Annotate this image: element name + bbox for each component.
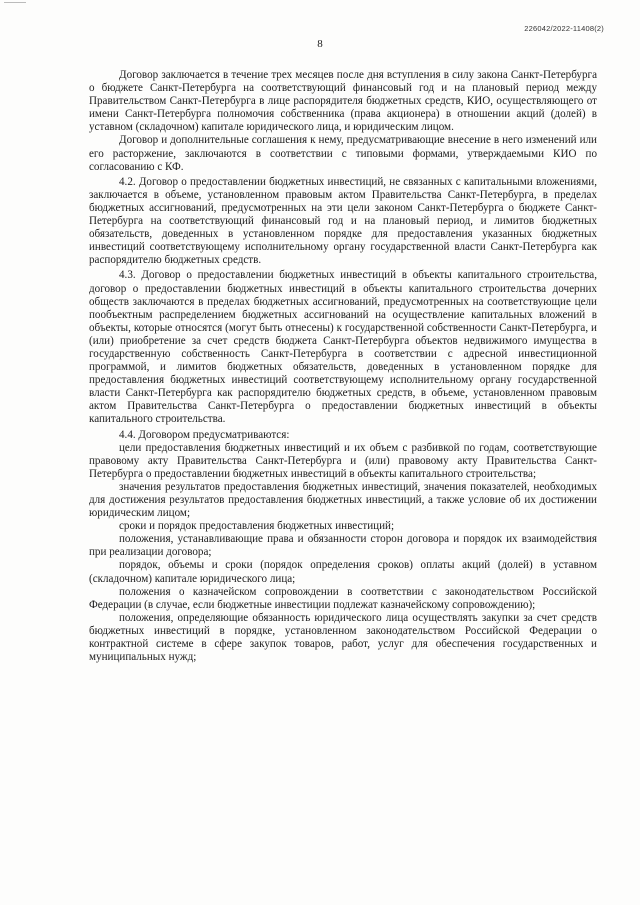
- paragraph: Договор и дополнительные соглашения к нему, предусматривающие внесение в него изменений или его расторжение, заключаются в соответствии с типовыми формами, утверждаемыми КИО по согласованию с КФ.: [89, 134, 597, 173]
- paragraph: 4.3. Договор о предоставлении бюджетных инвестиций в объекты капитального строительства, договор о предоставлении бюджетных инвестиций в объекты капитального строительства дочерних обществ заключаются в пределах бюджетных ассигнований, предусмотренных на соответствующие цели пообъектным распределением бюджетных ассигнований на осуществление капитальных вложений в объекты, которые относятся (могут быть отнесены) к государственной собственности Санкт-Петербурга, и (или) приобретение за счет средств бюджета Санкт-Петербурга объектов недвижимого имущества в государственную собственность Санкт-Петербурга в соответствии с адресной инвестиционной программой, и лимитов бюджетных обязательств, доведенных в установленном порядке для предоставления бюджетных инвестиций соответствующему исполнительному органу государственной власти Санкт-Петербурга как распорядителю бюджетных средств, в объеме, установленном правовым актом Правительства Санкт-Петербурга о предоставлении бюджетных инвестиций в объекты капитального строительства.: [89, 269, 597, 426]
- paragraph: 4.4. Договором предусматриваются:: [119, 428, 290, 441]
- paragraph: 4.2. Договор о предоставлении бюджетных инвестиций, не связанных с капитальными вложениями, заключается в объеме, установленном правовым актом Правительства Санкт-Петербурга, в пределах бюджетных ассигнований, предусмотренных на эти цели законом Санкт-Петербурга о бюджете Санкт-Петербурга на соответствующий финансовый год и на плановый период, и лимитов бюджетных обязательств, доведенных в установленном порядке для предоставления указанных бюджетных инвестиций соответствующему исполнительному органу государственной власти Санкт-Петербурга как распорядителю бюджетных средств.: [89, 175, 597, 267]
- list-item: значения результатов предоставления бюджетных инвестиций, значения показателей, необходимых для достижения результатов предоставления бюджетных инвестиций, а также условие об их достижении юридическим лицом;: [89, 480, 597, 520]
- list-item: положения о казначейском сопровождении в соответствии с законодательством Российской Федерации (в случае, если бюджетные инвестиции подлежат казначейскому сопровождению);: [89, 585, 597, 611]
- paragraph: Договор заключается в течение трех месяцев после дня вступления в силу закона Санкт-Петербурга о бюджете Санкт-Петербурга на соответствующий финансовый год и на плановый период между Правительством Санкт-Петербурга в лице распорядителя бюджетных средств, КИО, осуществляющего от имени Санкт-Петербурга полномочия собственника (права акционера) в отношении акций (долей) в уставном (складочном) капитале юридического лица, и юридическим лицом.: [89, 69, 597, 134]
- list-item: цели предоставления бюджетных инвестиций и их объем с разбивкой по годам, соответствующие правовому акту Правительства Санкт-Петербурга и (или) правовому акту Правительства Санкт-Петербурга о предоставлении бюджетных инвестиций в объекты капитального строительства;: [89, 441, 597, 480]
- document-id: 226042/2022-11408(2): [524, 24, 604, 33]
- list-item: положения, устанавливающие права и обязанности сторон договора и порядок их взаимодействия при реализации договора;: [89, 533, 597, 559]
- page-number: 8: [317, 38, 323, 50]
- scan-corner-mark: [4, 2, 26, 3]
- list-item: порядок, объемы и сроки (порядок определения сроков) оплаты акций (долей) в уставном (складочном) капитале юридического лица;: [89, 559, 597, 585]
- list-item: положения, определяющие обязанность юридического лица осуществлять закупки за счет средств бюджетных инвестиций в порядке, установленном законодательством Российской Федерации о контрактной системе в сфере закупок товаров, работ, услуг для обеспечения государственных и муниципальных нужд;: [89, 611, 597, 664]
- document-body: [89, 69, 597, 664]
- list-item: сроки и порядок предоставления бюджетных инвестиций;: [119, 520, 395, 533]
